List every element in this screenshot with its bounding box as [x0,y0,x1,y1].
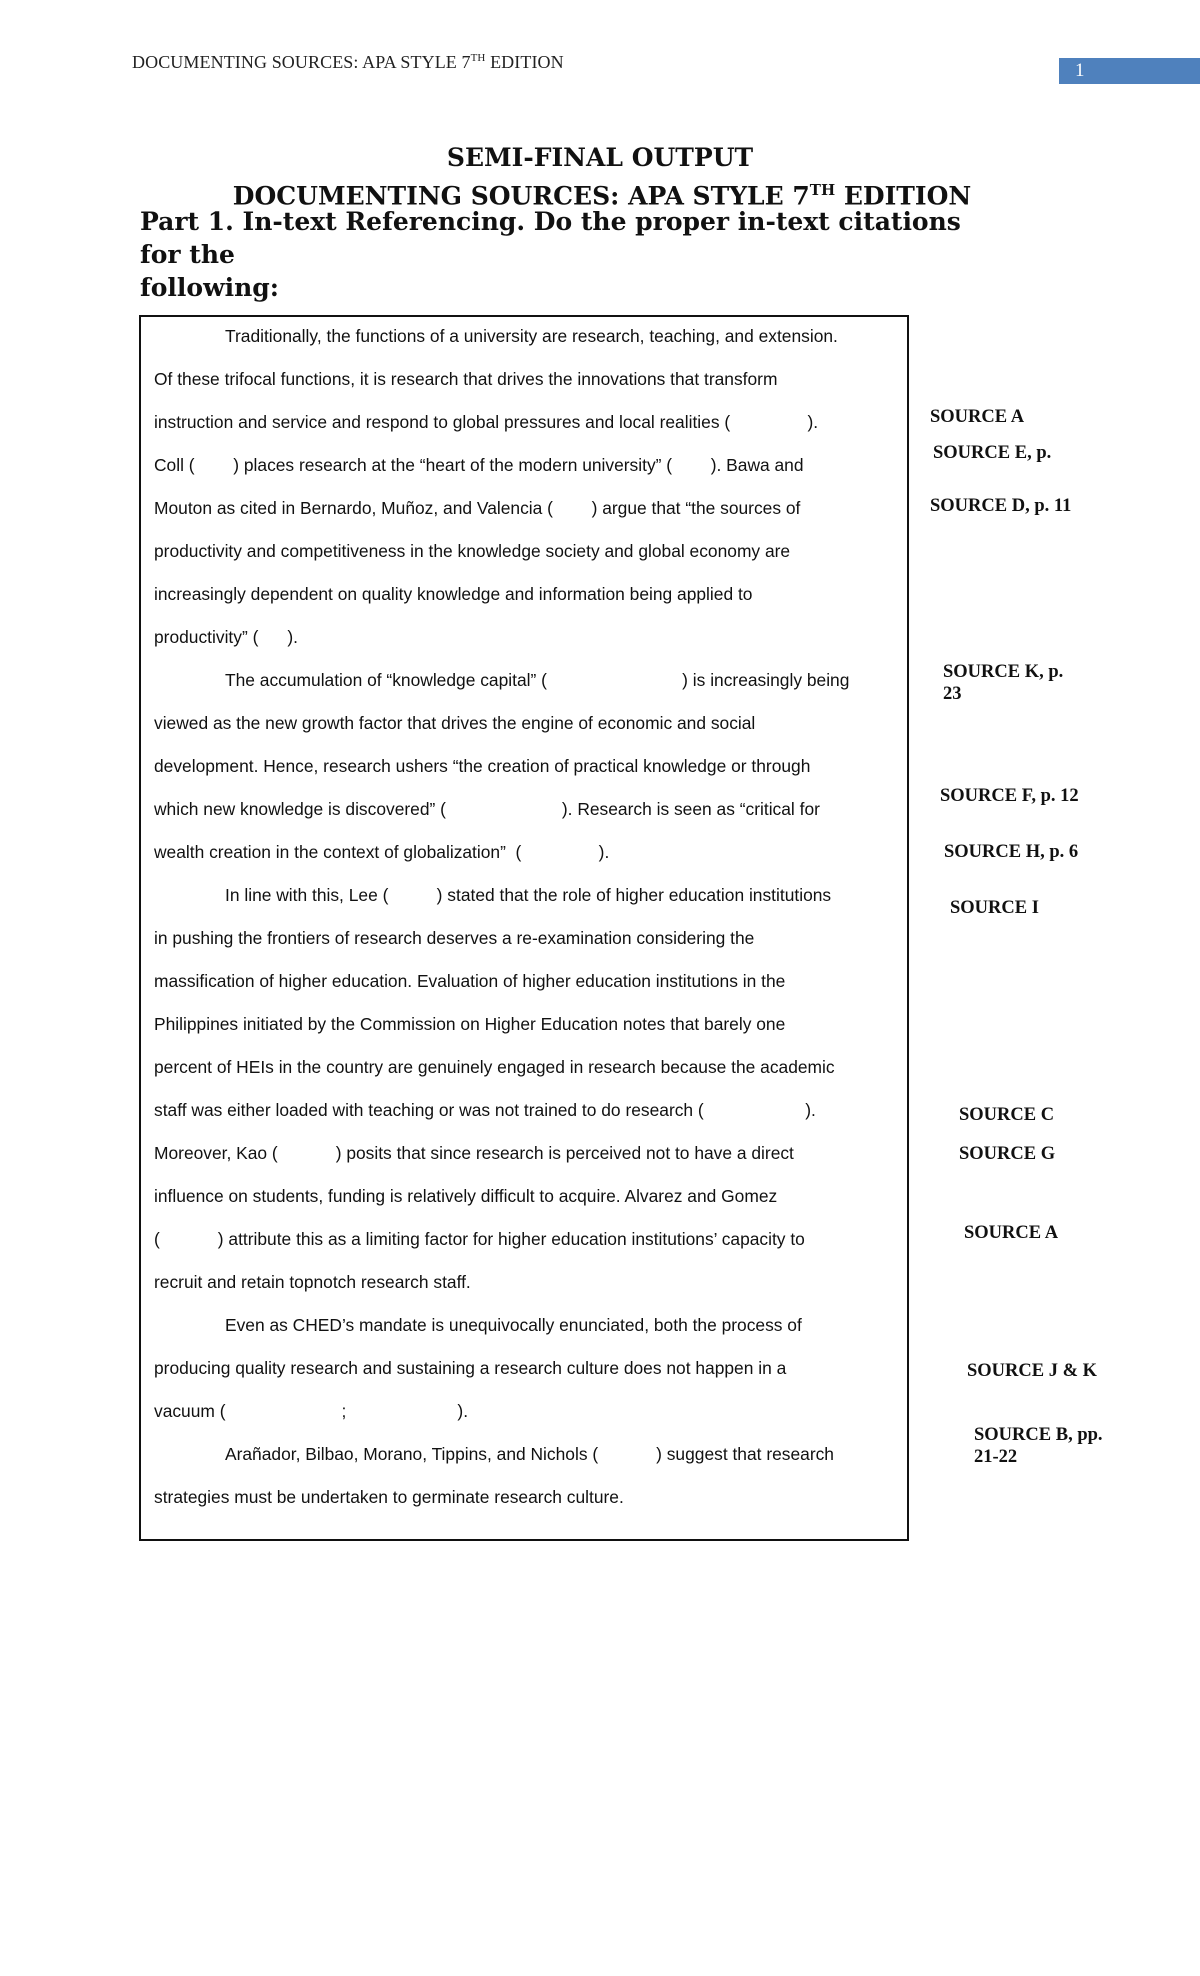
source-label: SOURCE J & K [967,1361,1098,1381]
source-label: SOURCE G [959,1144,1056,1164]
passage-line: development. Hence, research ushers “the creation of practical knowledge or through [154,756,811,776]
source-label: SOURCE D, p. 11 [930,496,1072,516]
passage-line: The accumulation of “knowledge capital” ( ) is increasingly being [225,670,850,690]
part1-heading [140,205,980,304]
part1-heading-line: Part 1. In-text Referencing. Do the proper in-text citations for the [140,207,961,269]
passage-line: ( ) attribute this as a limiting factor for higher education institutions’ capacity to [154,1229,805,1249]
document-title: SEMI-FINAL OUTPUT [446,143,754,172]
passage-line: in pushing the frontiers of research deserves a re-examination considering the [154,928,755,948]
running-head [132,52,564,73]
subtitle-superscript: TH [809,181,836,199]
passage-line: Arañador, Bilbao, Morano, Tippins, and Nichols ( ) suggest that research [225,1444,834,1464]
passage-line: instruction and service and respond to global pressures and local realities ( ). [154,412,819,432]
passage-line: productivity and competitiveness in the knowledge society and global economy are [154,541,791,561]
passage-line: productivity” ( ). [154,627,298,647]
passage-line: wealth creation in the context of globalization” ( ). [154,842,610,862]
passage-line: Philippines initiated by the Commission on Higher Education notes that barely one [154,1014,786,1034]
passage-line: strategies must be undertaken to germinate research culture. [154,1487,624,1507]
passage-line: Of these trifocal functions, it is research that drives the innovations that transform [154,369,778,389]
running-head-superscript: TH [470,52,486,64]
passage-line: which new knowledge is discovered” ( ). Research is seen as “critical for [154,799,820,819]
running-head-text-end: EDITION [485,52,564,72]
source-label: SOURCE A [930,407,1025,427]
page-number: 1 [1059,58,1200,84]
passage-line: In line with this, Lee ( ) stated that the role of higher education institutions [225,885,832,905]
source-label: SOURCE H, p. 6 [944,842,1079,862]
passage-line: Coll ( ) places research at the “heart of the modern university” ( ). Bawa and [154,455,804,475]
passage-line: vacuum ( ; ). [154,1401,469,1421]
passage-line: staff was either loaded with teaching or was not trained to do research ( ). [154,1100,816,1120]
passage-line: producing quality research and sustaining a research culture does not happen in a [154,1358,787,1378]
running-head-text: DOCUMENTING SOURCES: APA STYLE 7 [132,52,471,72]
source-label: SOURCE A [964,1223,1059,1243]
source-label: SOURCE K, p. 23 [943,662,1064,704]
source-label: SOURCE E, p. [933,443,1052,463]
subtitle-text: DOCUMENTING SOURCES: APA STYLE 7 [232,181,810,211]
passage-line: Mouton as cited in Bernardo, Muñoz, and Valencia ( ) argue that “the sources of [154,498,801,518]
passage-line: percent of HEIs in the country are genuinely engaged in research because the academic [154,1057,835,1077]
passage-line: recruit and retain topnotch research staff. [154,1272,471,1292]
passage-line: Moreover, Kao ( ) posits that since research is perceived not to have a direct [154,1143,794,1163]
passage-line: Even as CHED’s mandate is unequivocally enunciated, both the process of [225,1315,802,1335]
source-label: SOURCE I [950,898,1039,918]
passage-line: Traditionally, the functions of a university are research, teaching, and extension. [225,326,838,346]
source-label: SOURCE B, pp. 21-22 [974,1425,1103,1467]
title-block [0,142,1200,212]
subtitle-text-end: EDITION [835,181,972,211]
source-label: SOURCE C [959,1105,1055,1125]
passage-line: influence on students, funding is relatively difficult to acquire. Alvarez and Gomez [154,1186,778,1206]
source-label: SOURCE F, p. 12 [940,786,1079,806]
passage-line: viewed as the new growth factor that drives the engine of economic and social [154,713,756,733]
part1-heading-line: following: [140,273,280,302]
passage-line: increasingly dependent on quality knowledge and information being applied to [154,584,753,604]
passage-line: massification of higher education. Evaluation of higher education institutions in the [154,971,786,991]
